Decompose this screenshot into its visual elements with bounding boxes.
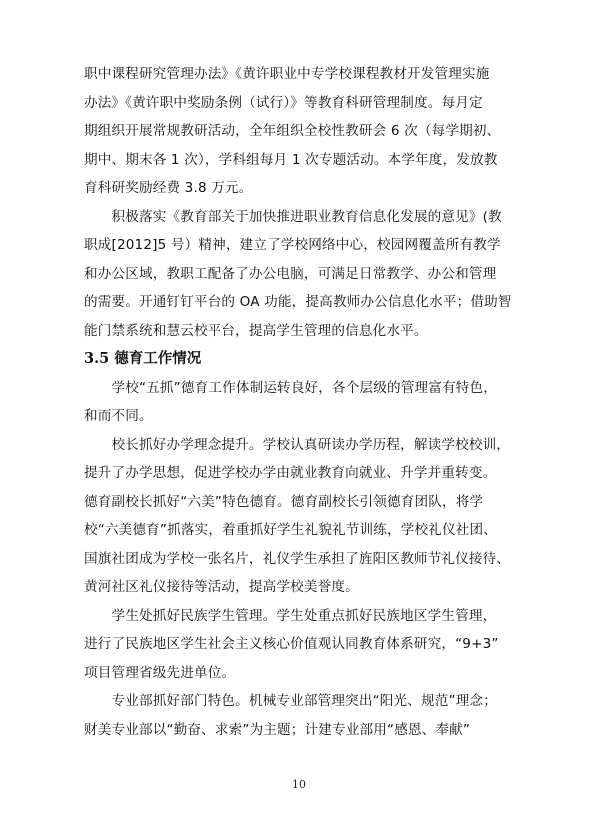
body-text-line: 进行了民族地区学生社会主义核心价值观认同教育体系研究，“9+3”: [84, 636, 499, 652]
body-text-line: 和而不同。: [84, 408, 153, 424]
body-text-line: 学校“五抓”德育工作体制运转良好，各个层级的管理富有特色，: [84, 379, 497, 396]
page-body: [84, 60, 516, 744]
body-text-line: 积极落实《教育部关于加快推进职业教育信息化发展的意见》(教: [84, 208, 502, 225]
body-text-line: 黄河社区礼仪接待等活动，提高学校美誉度。: [84, 579, 359, 595]
body-text-line: 专业部抓好部门特色。机械专业部管理突出“阳光、规范”理念；: [84, 693, 497, 709]
body-text-line: 提升了办学思想，促进学校办学由就业教育向就业、升学并重转变。: [84, 465, 497, 481]
body-text-line: 项目管理省级先进单位。: [84, 664, 236, 681]
page-number: 10: [292, 778, 306, 791]
body-text-line: 职中课程研究管理办法》《黄许职业中专学校课程教材开发管理实施: [84, 66, 490, 82]
body-text-line: 育科研奖励经费 3.8 万元。: [84, 180, 253, 196]
body-text-line: 校长抓好办学理念提升。学校认真研读办学历程，解读学校校训，: [84, 436, 511, 453]
body-text-line: 期中、期末各 1 次），学科组每月 1 次专题活动。本学年度，发放教: [84, 151, 498, 168]
body-text-line: 德育副校长抓好“六美”特色德育。德育副校长引领德育团队，将学: [84, 493, 484, 510]
body-text-line: 国旗社团成为学校一张名片，礼仪学生承担了旌阳区教师节礼仪接待、: [84, 550, 511, 567]
body-text-line: 财美专业部以“勤奋、求索”为主题；计建专业部用“感恩、奉献”: [84, 721, 471, 738]
body-text-line: 办法》《黄许职中奖励条例（试行）》等教育科研管理制度。每月定: [84, 94, 483, 111]
body-text-line: 校“六美德育”抓落实，着重抓好学生礼貌礼节训练，学校礼仪社团、: [84, 522, 497, 538]
body-text-line: 能门禁系统和慧云校平台，提高学生管理的信息化水平。: [84, 322, 428, 339]
body-text-line: 学生处抓好民族学生管理。学生处重点抓好民族地区学生管理，: [84, 607, 497, 624]
body-text-line: 和办公区域，教职工配备了办公电脑，可满足日常教学、办公和管理: [84, 265, 497, 282]
body-text-line: 职成[2012]5 号）精神，建立了学校网络中心，校园网覆盖所有教学: [84, 237, 501, 253]
section-heading: 3.5 德育工作情况: [84, 350, 202, 367]
body-text-line: 期组织开展常规教研活动，全年组织全校性教研会 6 次（每学期初、: [84, 123, 501, 139]
body-text-line: 的需要。开通钉钉平台的 OA 功能，提高教师办公信息化水平；借助智: [84, 294, 512, 310]
